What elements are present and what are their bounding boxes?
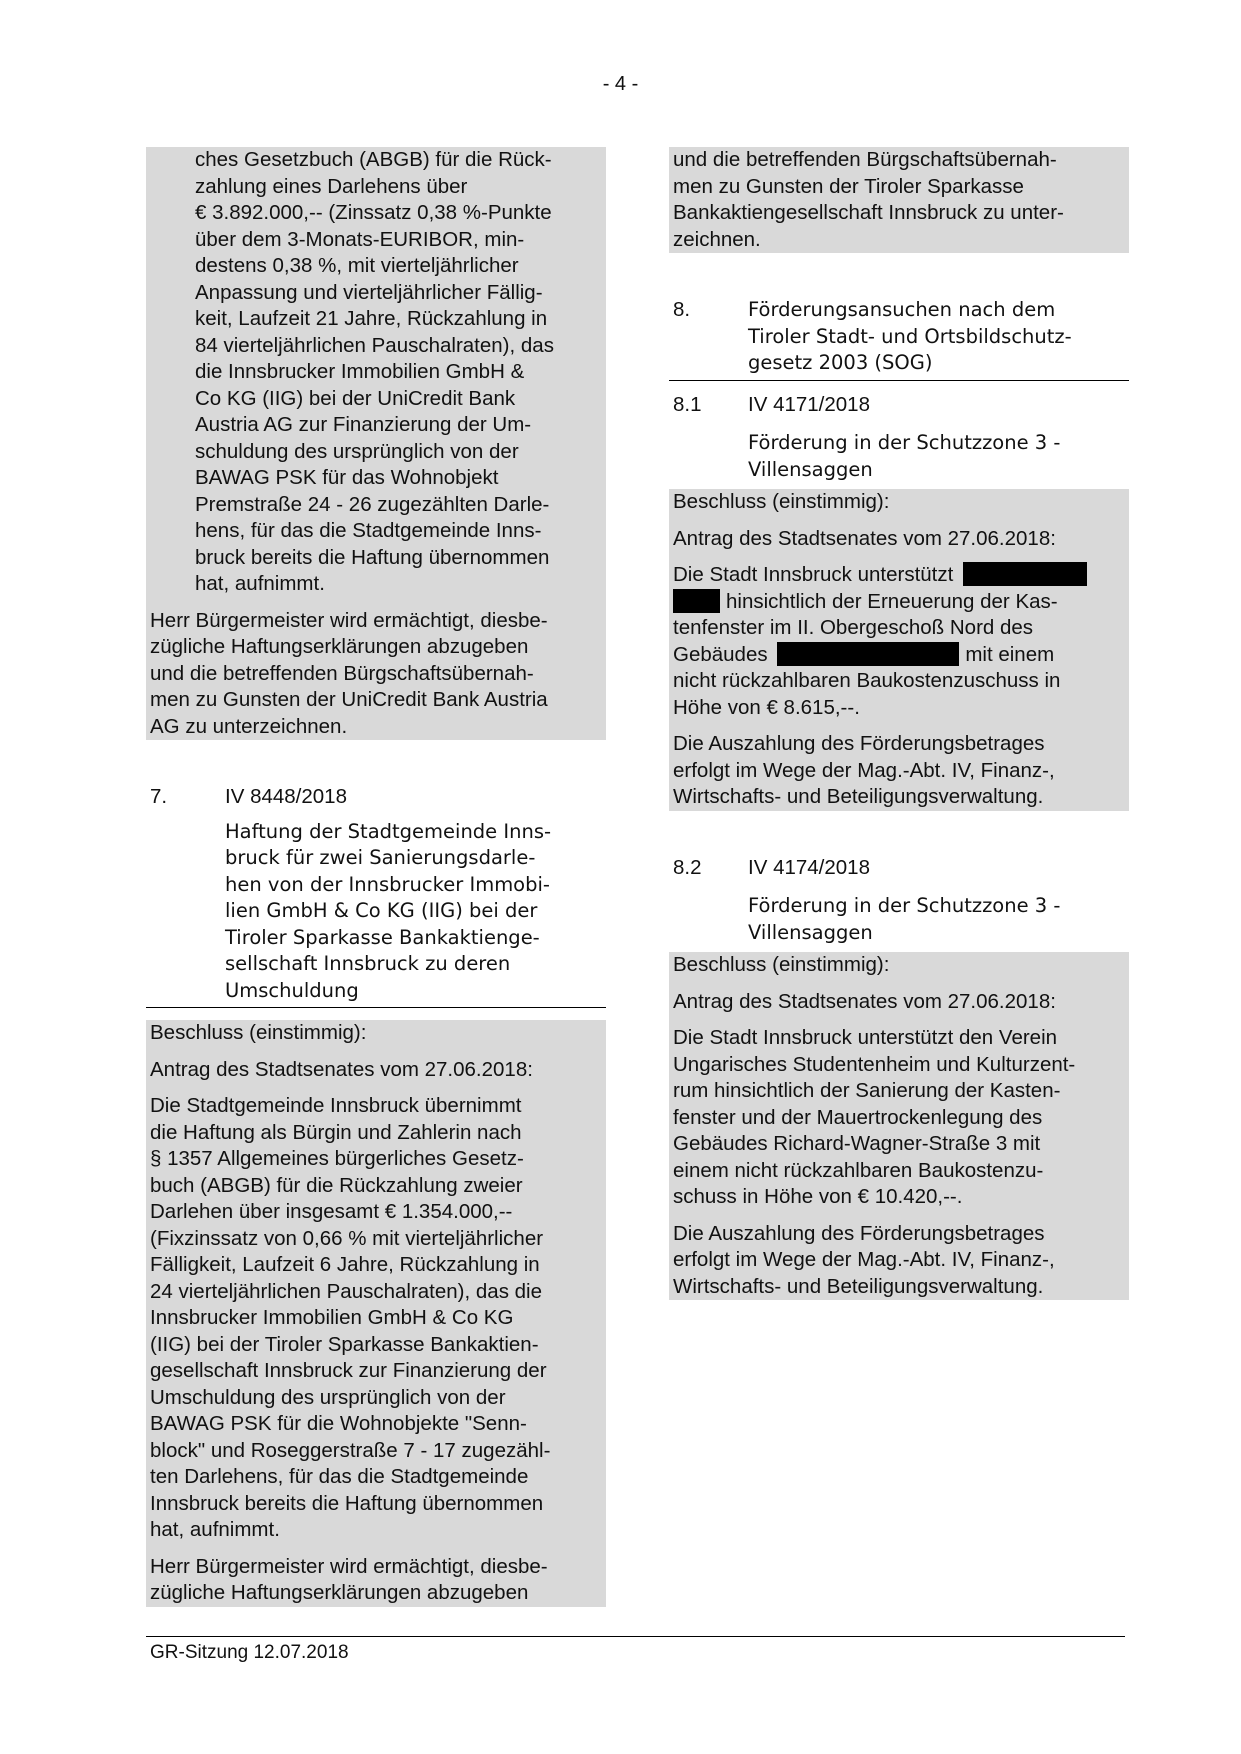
text-line: Anpassung und vierteljährlicher Fällig- <box>195 280 543 304</box>
resolution-line: hinsichtlich der Erneuerung der Kas- <box>726 589 1058 613</box>
item-title <box>669 430 1129 483</box>
text-line: Gebäudes Richard-Wagner-Straße 3 mit <box>673 1132 1041 1155</box>
text-line: Umschuldung des ursprünglich von der <box>150 1385 506 1409</box>
text-line: die Haftung als Bürgin und Zahlerin nach <box>150 1120 522 1144</box>
text-line: hat, aufnimmt. <box>150 1518 280 1541</box>
text-line: fenster und der Mauertrockenlegung des <box>673 1105 1043 1129</box>
text-line: bruck bereits die Haftung übernommen <box>195 545 550 569</box>
resolution-line: Gebäudes <box>673 642 768 666</box>
resolution-label: Beschluss (einstimmig): <box>150 1021 367 1044</box>
text-line: Bankaktiengesellschaft Innsbruck zu unter- <box>673 201 1064 224</box>
text-line: ches Gesetzbuch (ABGB) für die Rück- <box>195 148 552 171</box>
item-title <box>669 893 1129 946</box>
text-line: keit, Laufzeit 21 Jahre, Rückzahlung in <box>195 307 548 330</box>
redaction-block <box>777 642 959 666</box>
text-line: Förderungsansuchen nach dem <box>748 298 1056 321</box>
text-line: Die Stadt Innsbruck unterstützt den Verein <box>673 1026 1058 1049</box>
text-line: AG zu unterzeichnen. <box>150 714 348 738</box>
text-line: bruck für zwei Sanierungsdarle- <box>225 846 536 869</box>
resolution-line: mit einem <box>965 642 1055 666</box>
text-line: Wirtschafts- und Beteiligungsverwaltung. <box>673 785 1044 808</box>
item-code: IV 4171/2018 <box>748 392 870 416</box>
text-line: Tiroler Stadt- und Ortsbildschutz- <box>748 324 1072 348</box>
text-line: men zu Gunsten der UniCredit Bank Austria <box>150 688 548 711</box>
item-number: 7. <box>150 785 168 808</box>
text-line: Wirtschafts- und Beteiligungsverwaltung. <box>673 1274 1044 1298</box>
mayor-authorization-text <box>146 608 606 741</box>
item-7-heading <box>146 784 606 1008</box>
page-number: - 4 - <box>602 73 639 95</box>
text-line: destens 0,38 %, mit vierteljährlicher <box>195 254 519 277</box>
payout-text <box>669 731 1129 811</box>
motion-label: Antrag des Stadtsenates vom 27.06.2018: <box>150 1057 533 1081</box>
right-column <box>669 147 1129 1300</box>
text-line: zügliche Haftungserklärungen abzugeben <box>150 1581 529 1604</box>
text-line: und die betreffenden Bürgschaftsübernah- <box>150 661 534 685</box>
text-line: 84 vierteljährlichen Pauschalraten), das <box>195 333 554 357</box>
text-line: gesellschaft Innsbruck zur Finanzierung der <box>150 1359 547 1382</box>
text-line: Die Stadtgemeinde Innsbruck übernimmt <box>150 1094 522 1117</box>
item-code: IV 8448/2018 <box>225 785 347 808</box>
item-8-1-resolution-block <box>669 489 1129 811</box>
resolution-text <box>669 1025 1129 1211</box>
text-line: Die Auszahlung des Förderungsbetrages <box>673 1221 1045 1245</box>
resolution-text <box>146 1093 606 1544</box>
text-line: Tiroler Sparkasse Bankaktienge- <box>225 925 540 949</box>
item-7-resolution-block <box>146 1020 606 1607</box>
text-line: Fälligkeit, Laufzeit 6 Jahre, Rückzahlung in <box>150 1253 540 1276</box>
text-line: Villensaggen <box>748 457 873 481</box>
text-line: Innsbruck bereits die Haftung übernommen <box>150 1491 544 1515</box>
text-line: buch (ABGB) für die Rückzahlung zweier <box>150 1173 523 1197</box>
text-line: (Fixzinssatz von 0,66 % mit vierteljährlicher <box>150 1226 544 1250</box>
text-line: gesetz 2003 (SOG) <box>748 351 933 374</box>
item-8-1-heading <box>669 392 1129 484</box>
mayor-authorization-text <box>146 1554 606 1607</box>
text-line: (IIG) bei der Tiroler Sparkasse Bankaktien- <box>150 1332 539 1356</box>
text-line: block" und Roseggerstraße 7 - 17 zugezähl- <box>150 1438 551 1462</box>
item-8-2-resolution-block <box>669 952 1129 1300</box>
text-line: € 3.892.000,-- (Zinssatz 0,38 %-Punkte <box>195 201 552 224</box>
text-line: Austria AG zur Finanzierung der Um- <box>195 413 532 436</box>
item-title <box>748 297 1129 377</box>
motion-label: Antrag des Stadtsenates vom 27.06.2018: <box>673 989 1056 1013</box>
resolution-line: nicht rückzahlbaren Baukostenzuschuss in <box>673 669 1061 692</box>
text-line: Co KG (IIG) bei der UniCredit Bank <box>195 386 516 410</box>
text-line: Innsbrucker Immobilien GmbH & Co KG <box>150 1306 514 1329</box>
motion-label: Antrag des Stadtsenates vom 27.06.2018: <box>673 526 1056 550</box>
payout-text <box>669 1221 1129 1301</box>
text-line: Förderung in der Schutzzone 3 - <box>748 894 1061 917</box>
resolution-line: Höhe von € 8.615,--. <box>673 695 860 719</box>
item-number: 8.1 <box>673 392 702 416</box>
text-line: Villensaggen <box>748 920 873 944</box>
text-line: hen von der Innsbrucker Immobi- <box>225 872 550 896</box>
text-line: § 1357 Allgemeines bürgerliches Gesetz- <box>150 1147 524 1170</box>
resolution-label: Beschluss (einstimmig): <box>673 953 890 976</box>
text-line: die Innsbrucker Immobilien GmbH & <box>195 360 525 383</box>
text-line: 24 vierteljährlichen Pauschalraten), das die <box>150 1279 543 1303</box>
text-line: hens, für das die Stadtgemeinde Inns- <box>195 519 542 542</box>
text-line: Die Auszahlung des Förderungsbetrages <box>673 732 1045 755</box>
text-line: lien GmbH & Co KG (IIG) bei der <box>225 899 538 922</box>
continued-authorization-text <box>669 147 1129 253</box>
text-line: zügliche Haftungserklärungen abzugeben <box>150 635 529 658</box>
text-line: BAWAG PSK für die Wohnobjekte "Senn- <box>150 1412 527 1435</box>
item-code: IV 4174/2018 <box>748 855 870 879</box>
text-line: erfolgt im Wege der Mag.-Abt. IV, Finanz-, <box>673 758 1055 782</box>
text-line: men zu Gunsten der Tiroler Sparkasse <box>673 174 1024 198</box>
text-line: und die betreffenden Bürgschaftsübernah- <box>673 148 1057 171</box>
item-number: 8.2 <box>673 855 702 879</box>
text-line: einem nicht rückzahlbaren Baukostenzu- <box>673 1158 1044 1182</box>
resolution-line: Die Stadt Innsbruck unterstützt <box>673 563 954 586</box>
footer-rule <box>146 1636 1125 1637</box>
item-8-2-heading <box>669 855 1129 947</box>
text-line: Umschuldung <box>225 978 359 1002</box>
text-line: Darlehen über insgesamt € 1.354.000,-- <box>150 1200 513 1223</box>
text-line: Premstraße 24 - 26 zugezählten Darle- <box>195 492 550 516</box>
footer-text: GR-Sitzung 12.07.2018 <box>150 1642 349 1663</box>
continued-authorization-block <box>669 147 1129 253</box>
text-line: schuss in Höhe von € 10.420,--. <box>673 1185 963 1208</box>
redaction-block <box>963 562 1087 586</box>
item-8-heading <box>669 297 1129 381</box>
text-line: Haftung der Stadtgemeinde Inns- <box>225 819 552 843</box>
resolution-text <box>669 562 1129 721</box>
text-line: zeichnen. <box>673 227 761 251</box>
redaction-block <box>673 589 720 613</box>
text-line: erfolgt im Wege der Mag.-Abt. IV, Finanz-, <box>673 1248 1055 1271</box>
left-column <box>146 147 606 1607</box>
item-number: 8. <box>673 298 691 321</box>
text-line: rum hinsichtlich der Sanierung der Kasten- <box>673 1079 1061 1102</box>
continued-resolution-block <box>146 147 606 740</box>
resolution-label: Beschluss (einstimmig): <box>673 490 890 513</box>
text-line: Herr Bürgermeister wird ermächtigt, diesbe- <box>150 608 548 632</box>
text-line: schuldung des ursprünglich von der <box>195 439 519 463</box>
resolution-line: tenfenster im II. Obergeschoß Nord des <box>673 616 1034 639</box>
item-title <box>146 819 606 1005</box>
text-line: Herr Bürgermeister wird ermächtigt, diesbe- <box>150 1554 548 1578</box>
text-line: zahlung eines Darlehens über <box>195 174 468 198</box>
text-line: BAWAG PSK für das Wohnobjekt <box>195 466 499 489</box>
continued-resolution-text <box>146 147 606 598</box>
text-line: hat, aufnimmt. <box>195 572 325 595</box>
text-line: über dem 3-Monats-EURIBOR, min- <box>195 227 525 251</box>
text-line: Förderung in der Schutzzone 3 - <box>748 431 1061 454</box>
text-line: ten Darlehens, für das die Stadtgemeinde <box>150 1465 529 1488</box>
text-line: Ungarisches Studentenheim und Kulturzent- <box>673 1052 1076 1076</box>
text-line: sellschaft Innsbruck zu deren <box>225 952 511 975</box>
